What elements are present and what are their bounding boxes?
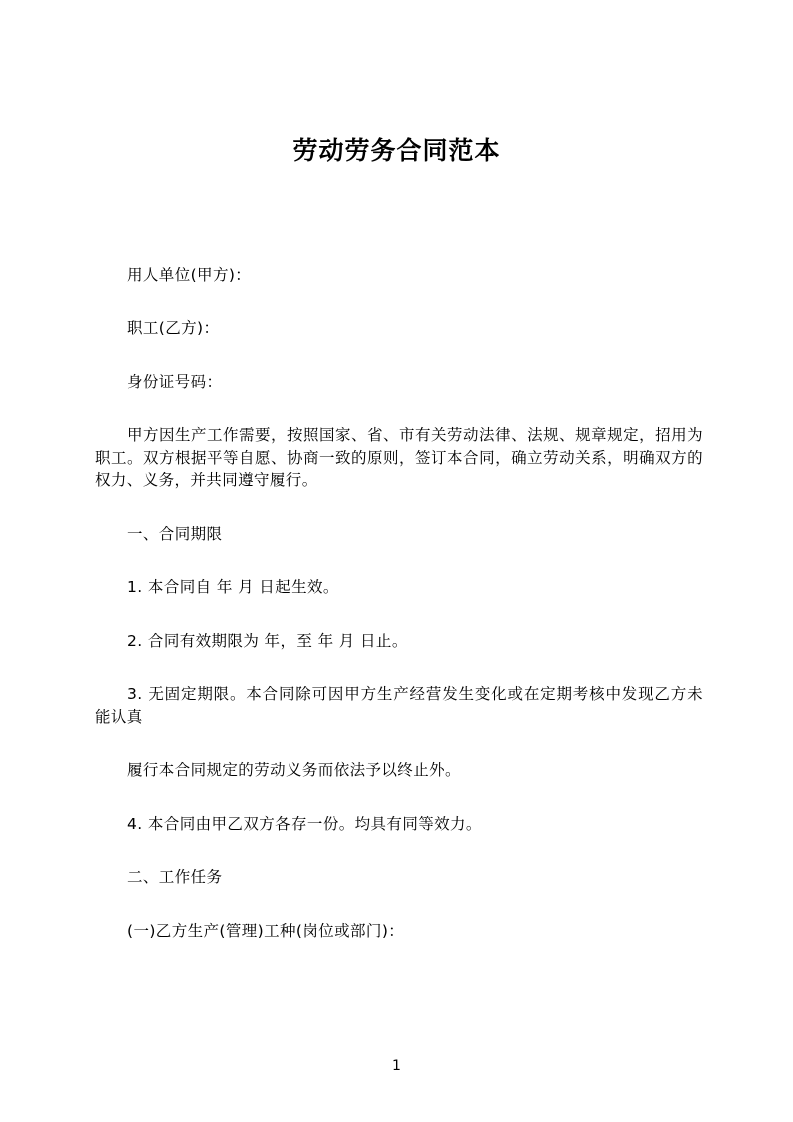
- section-heading-work-duties: 二、工作任务: [127, 868, 223, 887]
- paragraph-term-item-3: 3. 无固定期限。本合同除可因甲方生产经营发生变化或在定期考核中发现乙方未能认真: [95, 685, 703, 726]
- paragraph-term-item-1: 1. 本合同自 年 月 日起生效。: [127, 578, 339, 597]
- page-number: 1: [392, 1058, 401, 1074]
- section-heading-contract-term: 一、合同期限: [127, 524, 223, 543]
- paragraph-duties-item-1: (一)乙方生产(管理)工种(岗位或部门)：: [127, 921, 405, 940]
- paragraph-employer-field: 用人单位(甲方)：: [127, 266, 252, 284]
- paragraph-employee-field: 职工(乙方)：: [127, 319, 220, 338]
- page-title: 劳动劳务合同范本: [292, 136, 501, 165]
- document-body: [0, 264, 793, 942]
- paragraph-preamble: 甲方因生产工作需要，按照国家、省、市有关劳动法律、法规、规章规定，招用为职工。双方根据平等自愿、协商一致的原则，签订本合同，确立劳动关系，明确双方的权力、义务，并共同遵守履行。: [95, 426, 703, 490]
- paragraph-term-item-4: 4. 本合同由甲乙双方各存一份。均具有同等效力。: [127, 814, 482, 833]
- paragraph-term-item-2: 2. 合同有效期限为 年，至 年 月 日止。: [127, 631, 408, 650]
- paragraph-term-item-3-cont: 履行本合同规定的劳动义务而依法予以终止外。: [127, 761, 461, 780]
- paragraph-id-number-field: 身份证号码：: [127, 372, 223, 391]
